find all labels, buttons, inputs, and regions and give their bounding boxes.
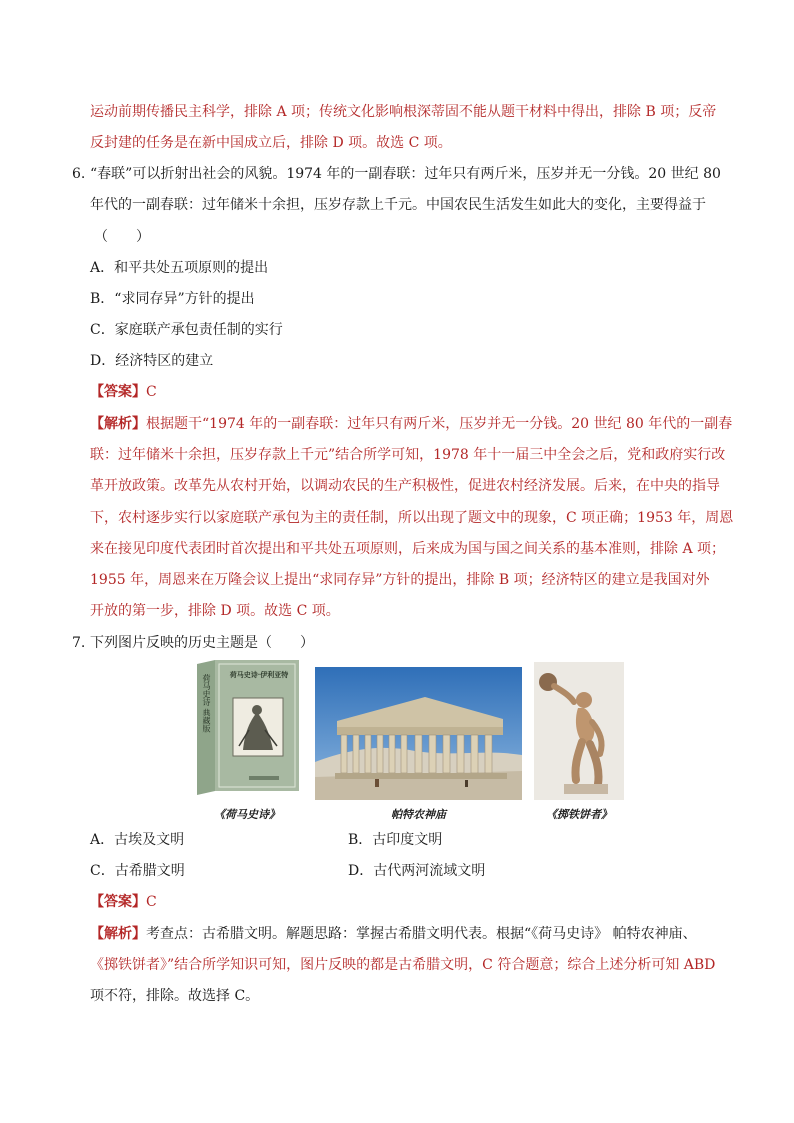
analysis-text: 考查点：古希腊文明。解题思路：掌握古希腊文明代表。根据“《荷马史诗》 帕特农神庙、 (146, 926, 697, 942)
q6-stem-line-2: 年代的一副春联：过年储米十余担，压岁存款上千元。中国农民生活发生如此大的变化，主要得益于 (90, 197, 706, 213)
answer-tag: 【答案】 (90, 894, 146, 910)
q5-analysis-line-2: 反封建的任务是在新中国成立后，排除 D 项。故选 C 项。 (90, 135, 452, 151)
q6-option-d: D．经济特区的建立 (90, 353, 214, 369)
q7-analysis-line-2: 《掷铁饼者》”结合所学知识可知，图片反映的都是古希腊文明，C 符合题意；综合上述分析可知 ABD (90, 957, 716, 973)
q7-analysis-line-3: 项不符，排除。故选择 C。 (90, 988, 260, 1004)
q6-option-b: B．“求同存异”方针的提出 (90, 291, 255, 307)
q7-option-b: B．古印度文明 (348, 832, 443, 848)
answer-value: C (146, 384, 157, 400)
q7-stem: 下列图片反映的历史主题是（ ） (90, 635, 314, 651)
homer-epic-book-image (193, 660, 301, 795)
q7-analysis-line-1 (90, 924, 697, 944)
q7-option-c: C．古希腊文明 (90, 863, 185, 879)
q6-stem-line-1: “春联”可以折射出社会的风貌。1974 年的一副春联：过年只有两斤米，压岁并无一分钱。20 世纪 80 (90, 166, 721, 182)
q7-answer (90, 892, 157, 912)
parthenon-image (315, 667, 522, 800)
book-spine-text: 荷马史诗 典藏版 (202, 674, 211, 733)
answer-tag: 【答案】 (90, 384, 146, 400)
q6-analysis-line-6: 1955 年，周恩来在万隆会议上提出“求同存异”方针的提出，排除 B 项；经济特区的建立是我国对外 (90, 572, 710, 588)
analysis-tag: 【解析】 (90, 926, 146, 942)
discobolus-image (534, 662, 624, 800)
q6-answer (90, 382, 157, 402)
answer-value: C (146, 894, 157, 910)
analysis-text: 根据题干“1974 年的一副春联：过年只有两斤米，压岁并无一分钱。20 世纪 80 年代的一副春 (146, 416, 733, 432)
q6-analysis-line-3: 革开放政策。改革先从农村开始，以调动农民的生产积极性，促进农村经济发展。后来，在中央的指导 (90, 478, 720, 494)
book-cover-title: 荷马史诗·伊利亚特 (229, 670, 289, 679)
analysis-tag: 【解析】 (90, 416, 146, 432)
q6-blank: （ ） (94, 229, 150, 245)
caption-discobolus: 《掷铁饼者》 (546, 808, 612, 821)
q7-option-a: A．古埃及文明 (90, 832, 185, 848)
q6-analysis-line-2: 联：过年储米十余担，压岁存款上千元”结合所学可知，1978 年十一届三中全会之后，党和政府实行改 (90, 447, 726, 463)
q6-analysis-line-7: 开放的第一步，排除 D 项。故选 C 项。 (90, 603, 340, 619)
q6-option-c: C．家庭联产承包责任制的实行 (90, 322, 283, 338)
q7-option-d: D．古代两河流域文明 (348, 863, 486, 879)
q6-analysis-line-5: 来在接见印度代表团时首次提出和平共处五项原则，后来成为国与国之间关系的基本准则，排除 A 项； (90, 541, 726, 557)
caption-homer-epic: 《荷马史诗》 (214, 808, 280, 821)
q6-number: 6. (72, 166, 86, 182)
q6-analysis-line-4: 下，农村逐步实行以家庭联产承包为主的责任制，所以出现了题文中的现象，C 项正确；1953 年，周恩 (90, 510, 734, 526)
q7-number: 7. (72, 635, 86, 651)
q6-option-a: A．和平共处五项原则的提出 (90, 260, 269, 276)
q6-analysis-line-1 (90, 414, 732, 434)
caption-parthenon: 帕特农神庙 (391, 808, 446, 821)
q5-analysis-line-1: 运动前期传播民主科学，排除 A 项；传统文化影响根深蒂固不能从题干材料中得出，排除 B 项；反帝 (90, 104, 717, 120)
